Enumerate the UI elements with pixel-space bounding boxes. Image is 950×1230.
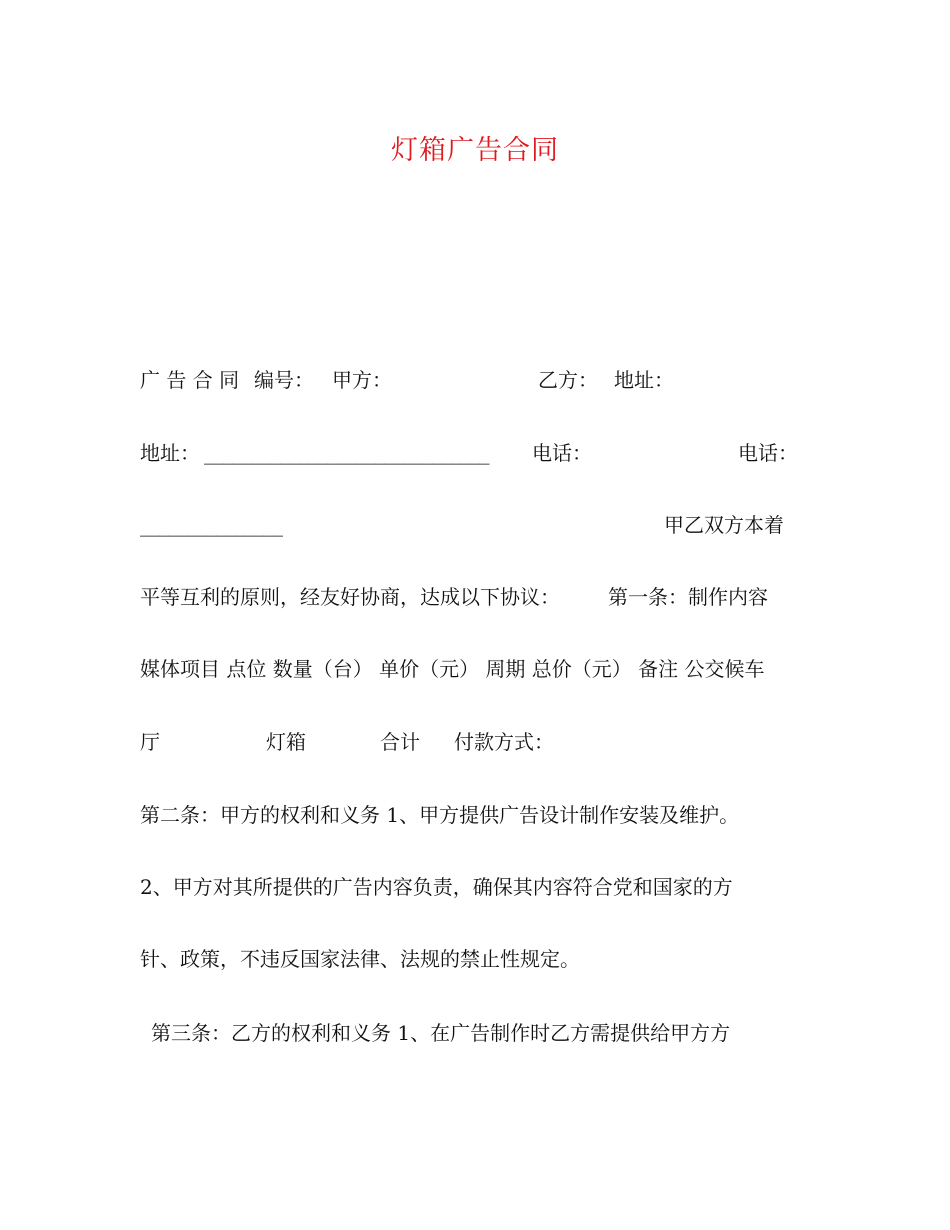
paragraph-line [140, 1018, 820, 1048]
paragraph-line [140, 438, 820, 468]
paragraph-text: 针、政策，不违反国家法律、法规的禁止性规定。 [140, 947, 580, 971]
contract-number-label: 编号： [254, 368, 314, 392]
article-heading: 第三条：乙方的权利和义务 1、在广告制作时乙方需提供给甲方方 [151, 1021, 731, 1045]
article-heading: 第一条：制作内容 [608, 585, 768, 609]
table-header-text: 媒体项目 点位 数量（台） 单价（元） 周期 总价（元） 备注 公交候车 [140, 657, 765, 681]
article-heading: 第二条：甲方的权利和义务 1、甲方提供广告设计制作安装及维护。 [140, 803, 740, 827]
paragraph-line [140, 872, 820, 902]
phone-label: 电话： [738, 441, 798, 465]
contract-label: 广 告 合 同 [140, 368, 240, 392]
table-cell-text: 灯箱 [266, 730, 306, 754]
paragraph-line [140, 510, 820, 540]
paragraph-line [140, 727, 820, 757]
paragraph-line [140, 365, 820, 395]
paragraph-text: 平等互利的原则，经友好协商，达成以下协议： [140, 585, 560, 609]
paragraph-line [140, 654, 820, 684]
document-title: 灯箱广告合同 [391, 135, 559, 166]
table-cell-text: 厅 [140, 730, 160, 754]
paragraph-text: 2、甲方对其所提供的广告内容负责，确保其内容符合党和国家的方 [140, 875, 733, 899]
address-blank: ______________________________ [204, 441, 489, 465]
address-label: 地址： [614, 368, 674, 392]
paragraph-line [140, 582, 820, 612]
party-a-label: 甲方： [332, 368, 392, 392]
phone-blank: _______________ [140, 513, 283, 537]
party-b-label: 乙方： [538, 368, 598, 392]
paragraph-text: 甲乙双方本着 [664, 513, 784, 537]
table-cell-text: 合计 [380, 730, 420, 754]
payment-method-label: 付款方式： [454, 730, 554, 754]
paragraph-line [140, 800, 820, 830]
paragraph-line [140, 944, 820, 974]
address-label: 地址： [140, 441, 200, 465]
phone-label: 电话： [532, 441, 592, 465]
